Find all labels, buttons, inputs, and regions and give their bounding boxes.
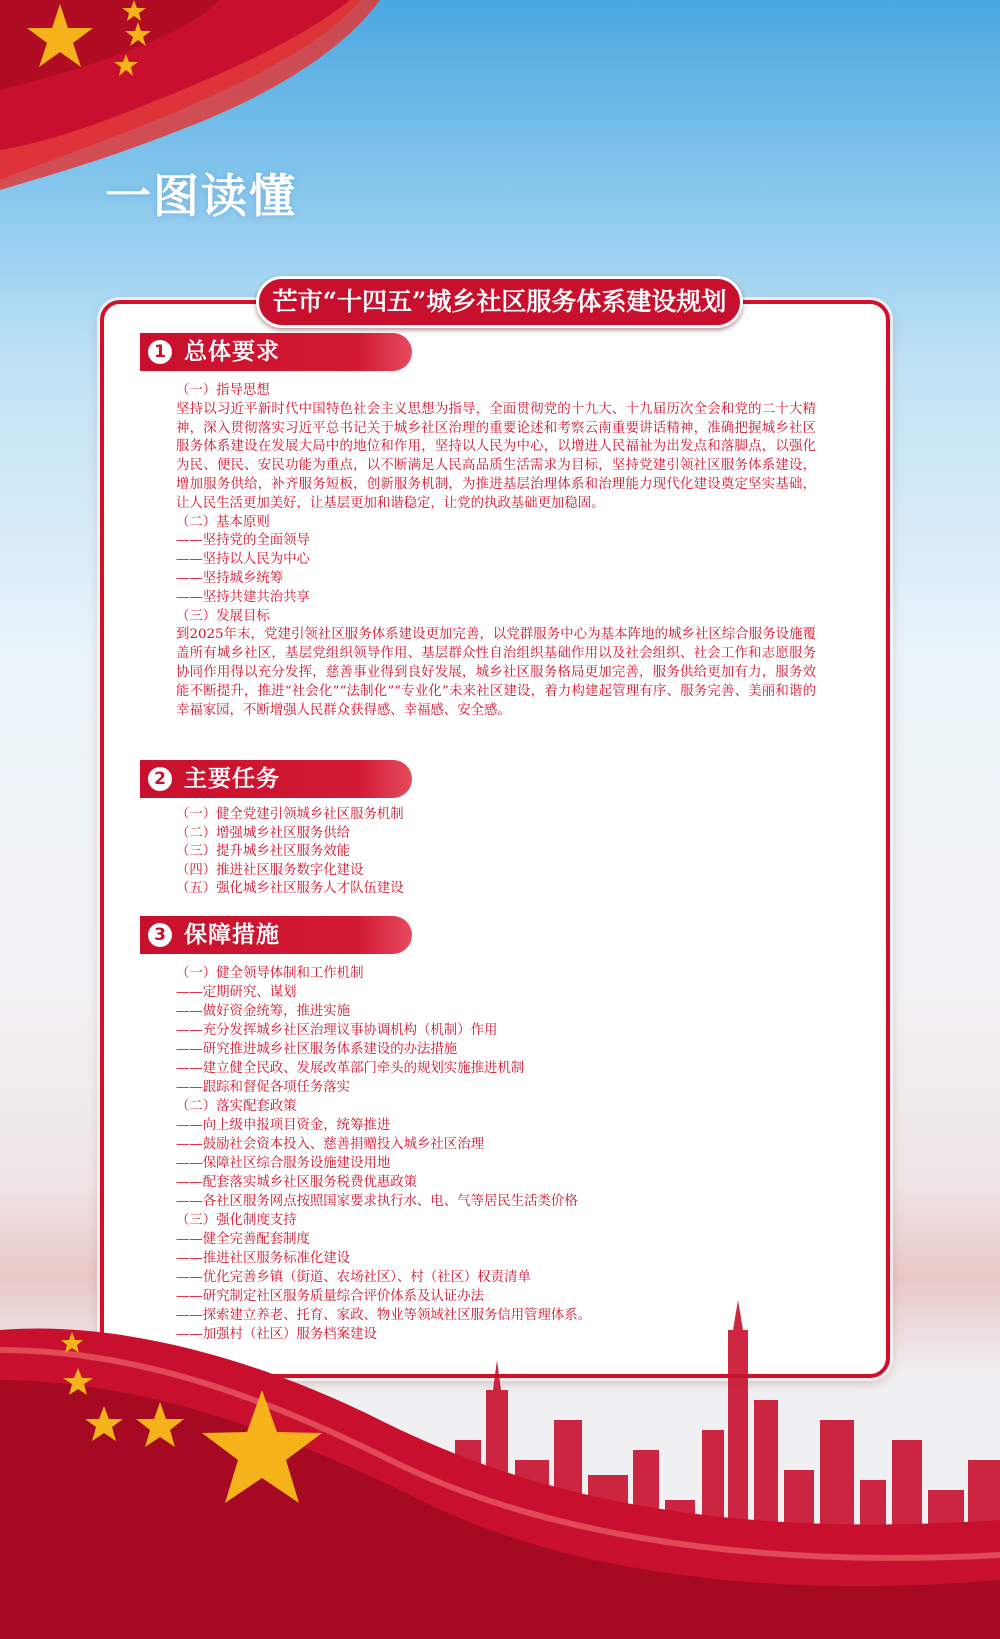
subheading: （三）发展目标 [176, 608, 270, 624]
list-item: ——充分发挥城乡社区治理议事协调机构（机制）作用 [176, 1023, 498, 1038]
list-item: ——研究推进城乡社区服务体系建设的办法措施 [176, 1042, 458, 1057]
list-item: ——保障社区综合服务设施建设用地 [176, 1156, 391, 1171]
list-item: ——优化完善乡镇（街道、农场社区）、村（社区）权责清单 [176, 1270, 531, 1285]
list-item: （三）提升城乡社区服务效能 [176, 844, 351, 860]
section-header-1 [140, 333, 412, 371]
list-item: ——建立健全民政、发展改革部门牵头的规划实施推进机制 [176, 1061, 525, 1076]
list-item: ——推进社区服务标准化建设 [176, 1251, 351, 1266]
subheading: （一）指导思想 [176, 383, 270, 398]
section-1-content [176, 382, 816, 720]
list-item: （二）增强城乡社区服务供给 [176, 825, 351, 841]
section-header-2 [140, 760, 412, 798]
paragraph: 到2025年末，党建引领社区服务体系建设更加完善，以党群服务中心为基本阵地的城乡社区综合服务设施覆盖所有城乡社区，基层党组织领导作用、基层群众性自治组织基础作用以及社会组织、社会工作和志愿服务协同作用得以充分发挥，慈善事业得到良好发展，城乡社区服务格局更加完善，服务供给更加有力，服务效能不断提升，推进“社会化”“法制化”“专业化”未来社区建设，着力构建起管理有序、服务完善、美丽和谐的幸福家园，不断增强人民群众获得感、幸福感、安全感。 [176, 627, 816, 718]
list-item: ——跟踪和督促各项任务落实 [176, 1080, 351, 1095]
header-title: 一图读懂 [105, 169, 297, 223]
paragraph: 坚持以习近平新时代中国特色社会主义思想为指导，全面贯彻党的十九大、十九届历次全会和党的二十大精神，深入贯彻落实习近平总书记关于城乡社区治理的重要论述和考察云南重要讲话精神，准确把握城乡社区服务体系建设在发展大局中的地位和作用，坚持以人民为中心，以增进人民福祉为出发点和落脚点，以强化为民、便民、安民功能为重点，以不断满足人民高品质生活需求为目标，坚持党建引领社区服务体系建设，增加服务供给，补齐服务短板，创新服务机制，为推进基层治理体系和治理能力现代化建设奠定坚实基础，让人民生活更加美好，让基层更加和谐稳定，让党的执政基础更加稳固。 [176, 401, 816, 511]
section-header-3 [140, 916, 412, 954]
subheading: （三）强化制度支持 [176, 1213, 297, 1228]
section-title: 保障措施 [184, 921, 280, 948]
bottom-flag-decoration [0, 1320, 1000, 1639]
section-number: 2 [148, 767, 172, 791]
list-item: （五）强化城乡社区服务人才队伍建设 [176, 881, 404, 897]
list-item: ——鼓励社会资本投入、慈善捐赠投入城乡社区治理 [176, 1137, 484, 1152]
section-2-content [176, 806, 816, 899]
section-number: 1 [148, 340, 172, 364]
section-number: 3 [148, 923, 172, 947]
list-item: ——配套落实城乡社区服务税费优惠政策 [176, 1175, 418, 1190]
list-item: ——加强村（社区）服务档案建设 [176, 1327, 377, 1342]
list-item: （四）推进社区服务数字化建设 [176, 862, 364, 878]
banner-title: 芒市“十四五”城乡社区服务体系建设规划 [256, 276, 743, 328]
section-3-content [176, 964, 816, 1344]
list-item: ——探索建立养老、托育、家政、物业等领域社区服务信用管理体系。 [176, 1308, 592, 1323]
subheading: （二）落实配套政策 [176, 1099, 297, 1114]
section-title: 主要任务 [184, 765, 280, 792]
list-item: ——各社区服务网点按照国家要求执行水、电、气等居民生活类价格 [176, 1194, 578, 1209]
list-item: ——坚持党的全面领导 [176, 533, 310, 549]
list-item: ——健全完善配套制度 [176, 1232, 310, 1247]
list-item: ——坚持以人民为中心 [176, 552, 310, 568]
list-item: （一）健全党建引领城乡社区服务机制 [176, 807, 404, 822]
list-item: ——研究制定社区服务质量综合评价体系及认证办法 [176, 1289, 484, 1304]
list-item: ——做好资金统筹，推进实施 [176, 1004, 351, 1019]
list-item: ——向上级申报项目资金，统筹推进 [176, 1118, 391, 1133]
subheading: （一）健全领导体制和工作机制 [176, 966, 364, 981]
section-title: 总体要求 [184, 338, 280, 365]
list-item: ——坚持共建共治共享 [176, 589, 310, 605]
list-item: ——坚持城乡统筹 [176, 570, 284, 586]
subheading: （二）基本原则 [176, 514, 270, 530]
list-item: ——定期研究、谋划 [176, 985, 297, 1000]
